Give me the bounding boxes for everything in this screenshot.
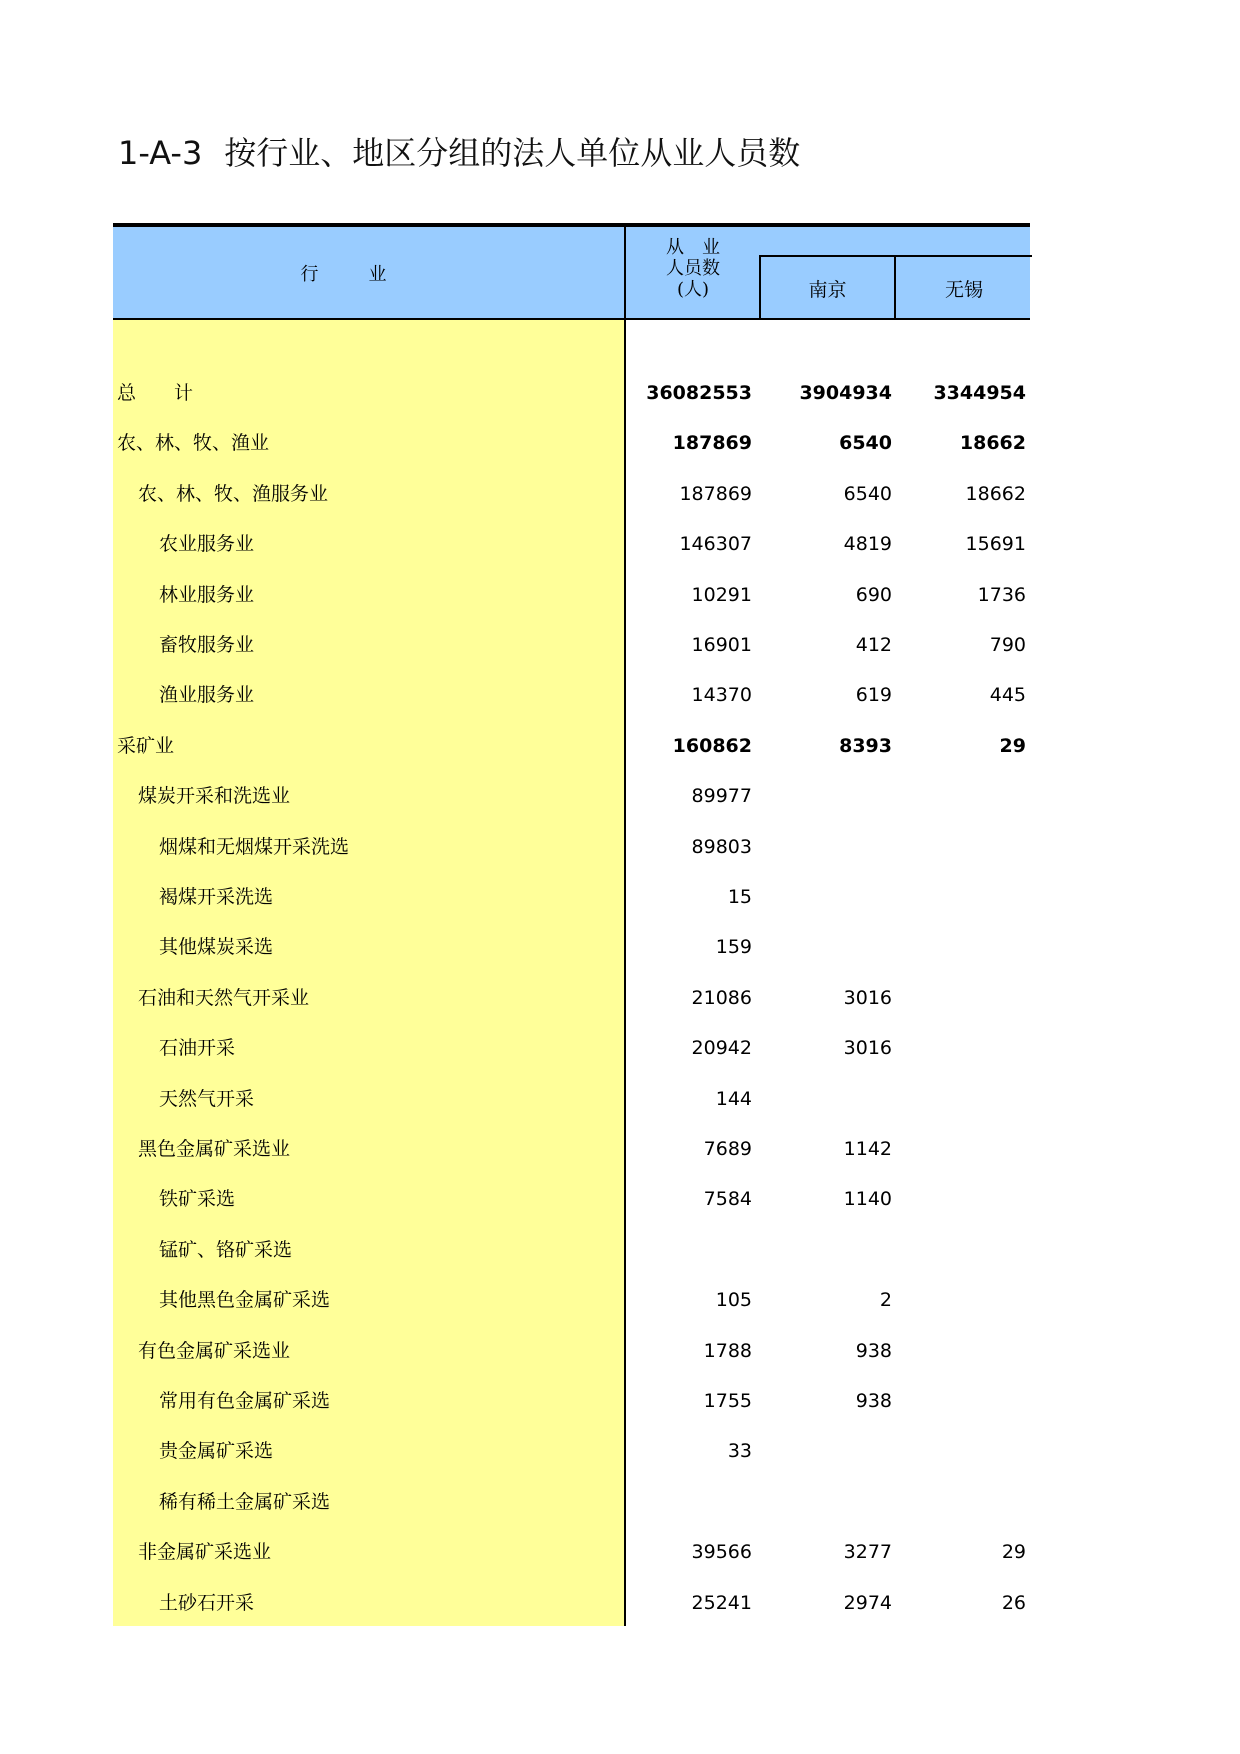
table-row: [113, 731, 1030, 761]
table-row: [113, 832, 1030, 862]
row-label: 非金属矿采选业: [138, 1541, 272, 1564]
value-nanjing: 3904934: [799, 382, 892, 404]
header-industry: 行业: [113, 227, 626, 320]
table-name: 按行业、地区分组的法人单位从业人员数: [224, 134, 801, 172]
value-nanjing: 6540: [843, 482, 892, 505]
row-label: 贵金属矿采选: [159, 1440, 274, 1463]
value-nanjing: 3016: [843, 986, 892, 1009]
header-total-label: [626, 237, 760, 300]
value-nanjing: 3277: [843, 1541, 892, 1564]
table-row: [113, 1386, 1030, 1416]
table-row: [113, 1537, 1030, 1567]
value-total: 21086: [691, 986, 752, 1009]
value-wuxi: 18662: [965, 482, 1026, 505]
table-row: [113, 630, 1030, 660]
value-total: 1788: [703, 1339, 752, 1362]
table-row: [113, 1588, 1030, 1618]
value-total: 146307: [679, 533, 752, 556]
value-wuxi: 29: [999, 734, 1026, 757]
table-row: [113, 882, 1030, 912]
row-label: 煤炭开采和洗选业: [138, 785, 291, 808]
value-total: 36082553: [646, 382, 752, 404]
table-row: [113, 1134, 1030, 1164]
row-label: 农业服务业: [159, 533, 255, 556]
value-total: 187869: [679, 482, 752, 505]
value-nanjing: 938: [855, 1339, 892, 1362]
value-wuxi: 26: [1001, 1591, 1026, 1614]
value-nanjing: 412: [855, 634, 892, 656]
value-nanjing: 4819: [843, 533, 892, 556]
value-total: 25241: [691, 1591, 752, 1614]
table-row: [113, 1084, 1030, 1114]
value-nanjing: 1140: [843, 1188, 892, 1211]
table-row: [113, 1184, 1030, 1214]
value-total: 187869: [672, 432, 752, 455]
row-label: 渔业服务业: [159, 684, 255, 707]
value-wuxi: 3344954: [933, 382, 1026, 404]
header-line: (人): [676, 279, 710, 300]
value-total: 1755: [703, 1390, 752, 1412]
table-row: [113, 1487, 1030, 1517]
row-label: 锰矿、铬矿采选: [159, 1238, 293, 1261]
row-label: 天然气开采: [159, 1087, 255, 1110]
value-nanjing: 619: [855, 684, 892, 707]
value-nanjing: 8393: [839, 734, 892, 757]
row-label: 褐煤开采洗选: [159, 886, 274, 908]
value-total: 15: [727, 886, 752, 908]
value-wuxi: 790: [989, 634, 1026, 656]
table-row: [113, 580, 1030, 610]
header-city-wuxi: 无锡: [894, 255, 1032, 320]
value-wuxi: 18662: [959, 432, 1026, 455]
table-code: 1-A-3: [118, 134, 203, 172]
table-row: [113, 529, 1030, 559]
header-total: [626, 227, 1030, 320]
row-label: 土砂石开采: [159, 1591, 255, 1614]
table-row: [113, 378, 1030, 408]
value-nanjing: 3016: [843, 1037, 892, 1060]
value-wuxi: 29: [1001, 1541, 1026, 1564]
value-total: 7689: [703, 1138, 752, 1160]
row-label: 石油和天然气开采业: [138, 986, 310, 1009]
value-total: 89977: [691, 785, 752, 808]
row-label: 农、林、牧、渔服务业: [138, 482, 329, 505]
value-nanjing: 690: [855, 583, 892, 606]
header-line: 人员数: [666, 258, 720, 279]
value-total: 39566: [691, 1541, 752, 1564]
value-total: 160862: [672, 734, 752, 757]
table-row: [113, 932, 1030, 962]
value-nanjing: 938: [855, 1390, 892, 1412]
page-title: [118, 128, 800, 174]
industry-column-bg: [113, 320, 626, 1626]
row-label: 其他黑色金属矿采选: [159, 1289, 331, 1312]
value-nanjing: 1142: [843, 1138, 892, 1160]
value-nanjing: 6540: [839, 432, 892, 455]
row-label: 有色金属矿采选业: [138, 1339, 291, 1362]
row-label: 铁矿采选: [159, 1188, 236, 1211]
row-label: 烟煤和无烟煤开采洗选: [159, 835, 350, 858]
row-label: 石油开采: [159, 1037, 236, 1060]
value-total: 7584: [703, 1188, 752, 1211]
table-row: [113, 1235, 1030, 1265]
row-label: 林业服务业: [159, 583, 255, 606]
table-row: [113, 680, 1030, 710]
table-row: [113, 1285, 1030, 1315]
value-total: 16901: [691, 634, 752, 656]
value-wuxi: 15691: [965, 533, 1026, 556]
value-wuxi: 445: [989, 684, 1026, 707]
row-label: 农、林、牧、渔业: [117, 432, 270, 455]
value-total: 33: [727, 1440, 752, 1463]
value-total: 144: [715, 1087, 752, 1110]
row-label: 常用有色金属矿采选: [159, 1390, 331, 1412]
row-label: 采矿业: [117, 734, 175, 757]
table-row: [113, 1436, 1030, 1466]
header-line: 从 业: [666, 237, 720, 258]
header-city-nanjing: 南京: [759, 255, 894, 320]
table-row: [113, 479, 1030, 509]
row-label: 稀有稀土金属矿采选: [159, 1490, 331, 1513]
table-row: [113, 428, 1030, 458]
table-row: [113, 781, 1030, 811]
row-label: 黑色金属矿采选业: [138, 1138, 291, 1160]
value-total: 14370: [691, 684, 752, 707]
table-row: [113, 983, 1030, 1013]
table-row: [113, 1336, 1030, 1366]
value-total: 20942: [691, 1037, 752, 1060]
row-label: 总 计: [117, 382, 194, 404]
value-total: 159: [715, 936, 752, 959]
value-wuxi: 1736: [977, 583, 1026, 606]
value-nanjing: 2: [879, 1289, 892, 1312]
table-row: [113, 1033, 1030, 1063]
row-label: 其他煤炭采选: [159, 936, 274, 959]
value-total: 10291: [691, 583, 752, 606]
row-label: 畜牧服务业: [159, 634, 255, 656]
value-nanjing: 2974: [843, 1591, 892, 1614]
value-total: 89803: [691, 835, 752, 858]
value-total: 105: [715, 1289, 752, 1312]
